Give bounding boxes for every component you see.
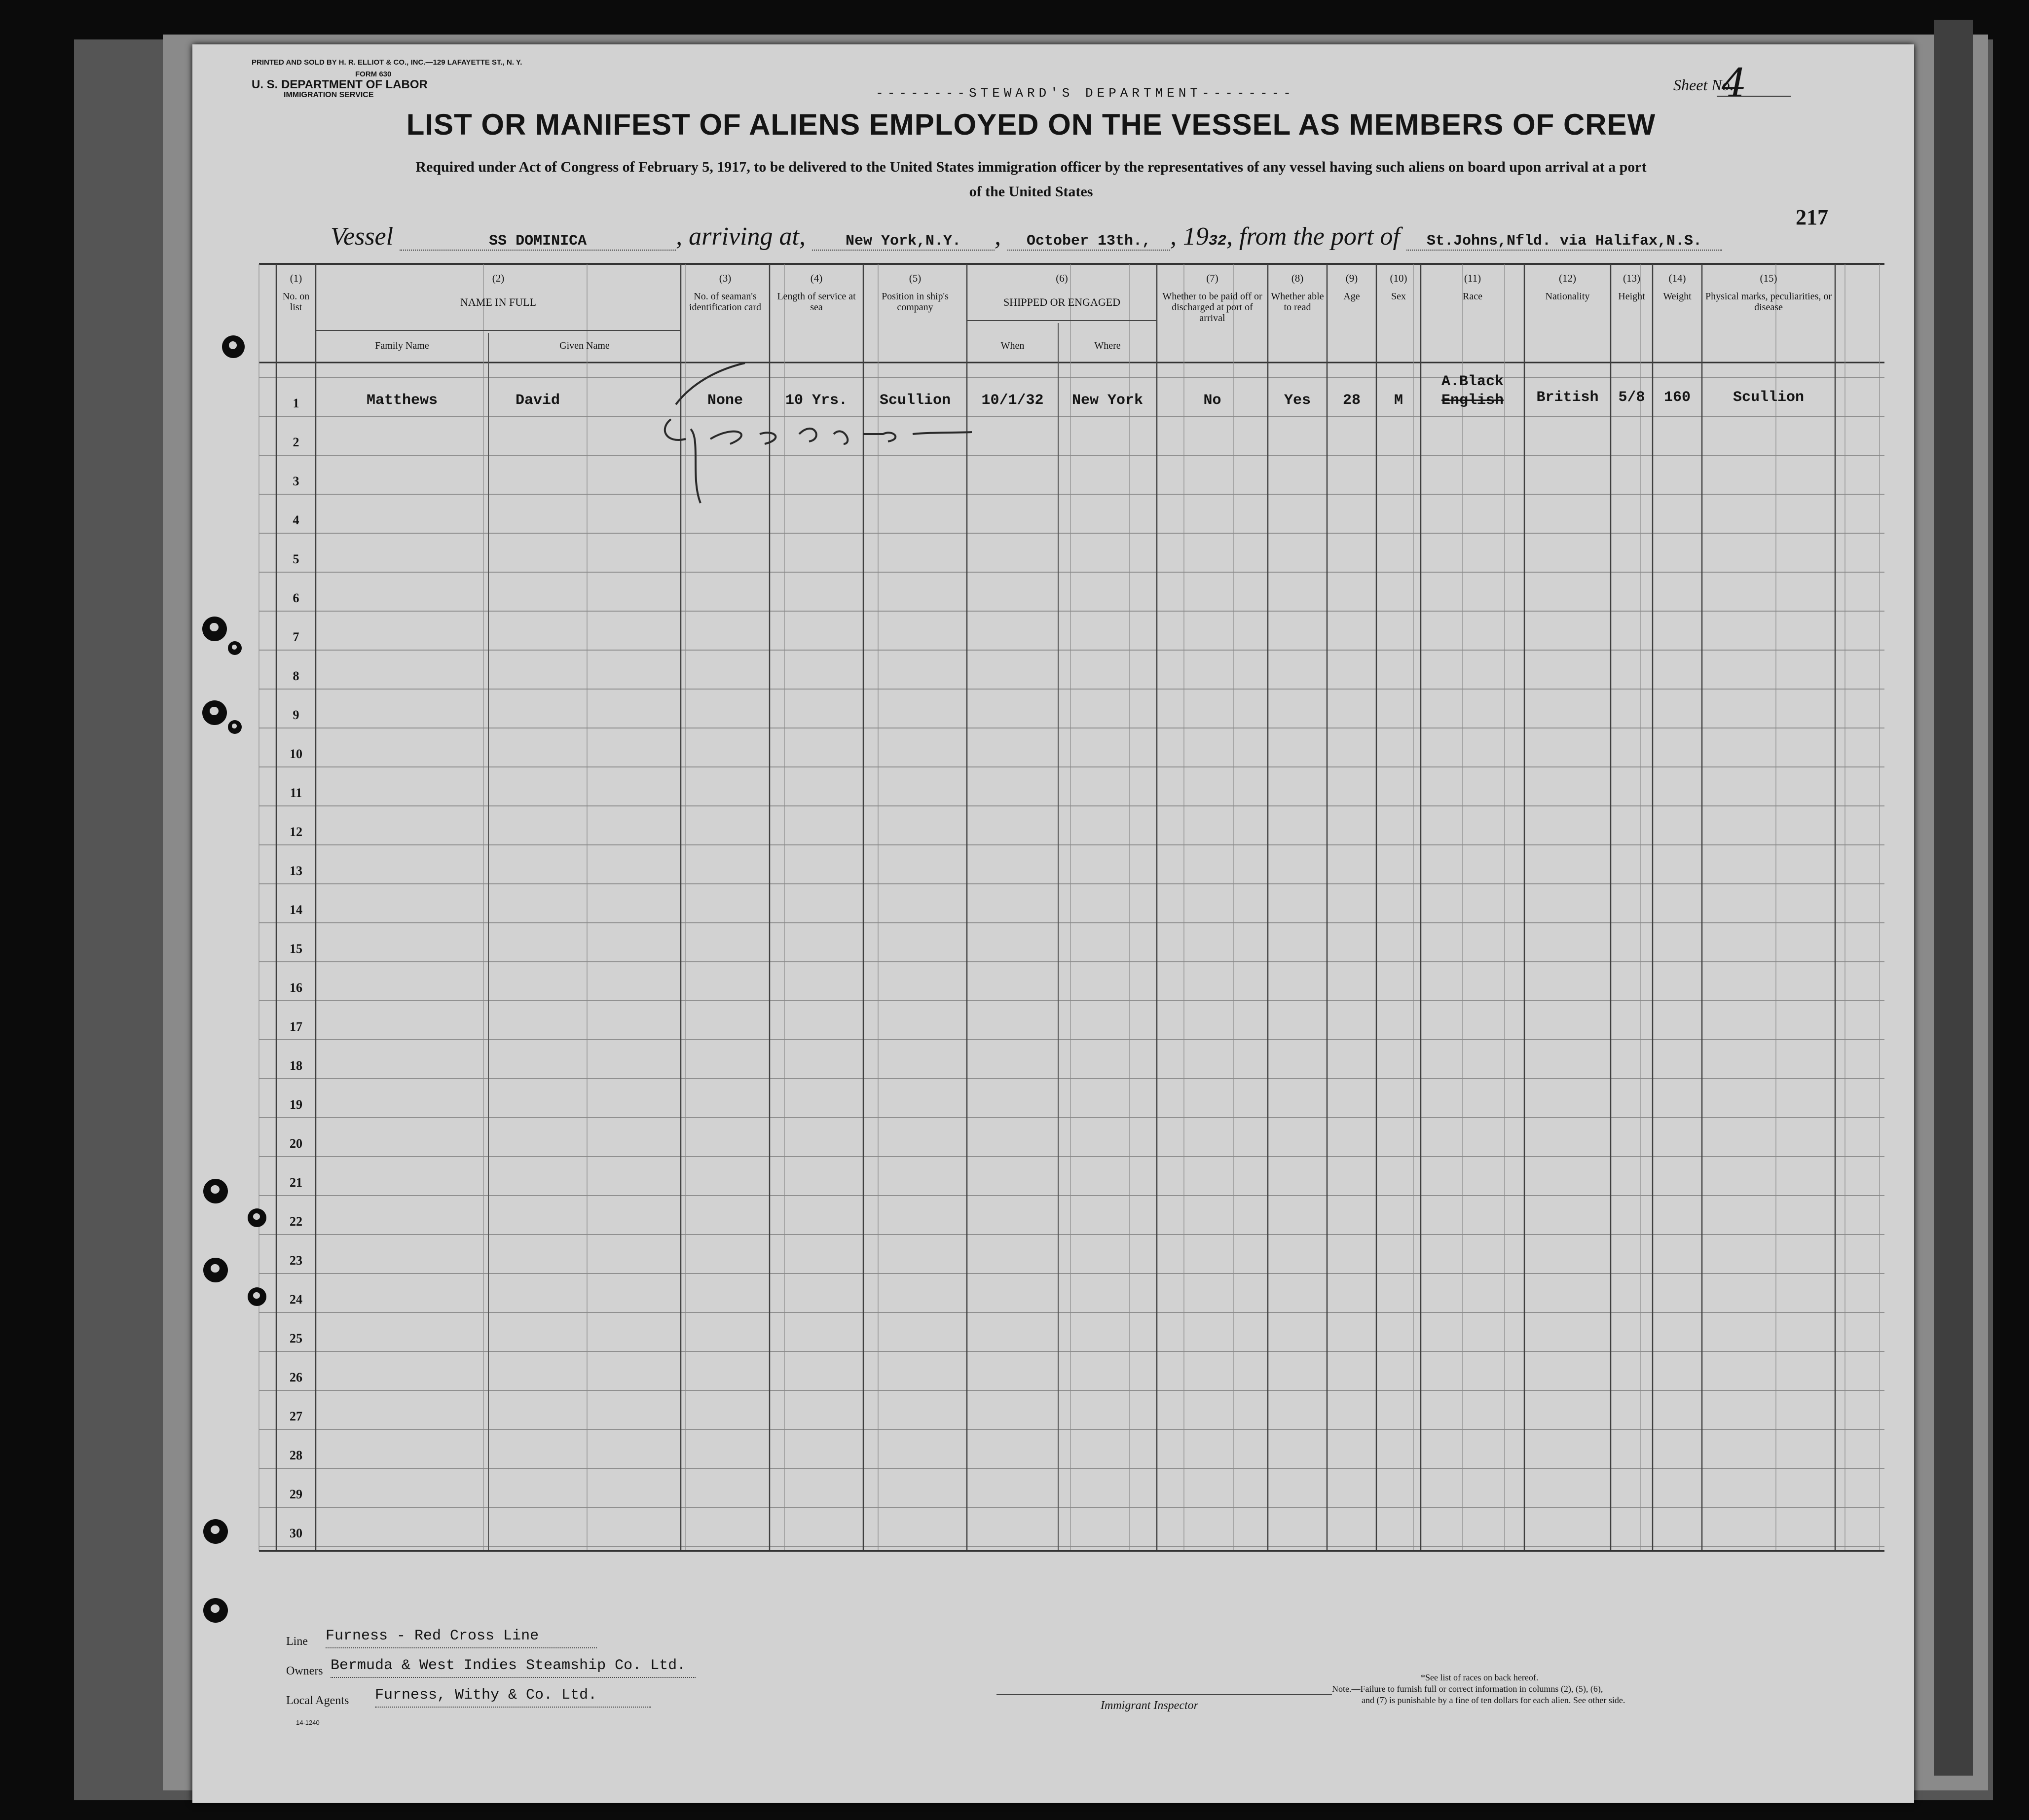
row-number: 21 bbox=[290, 1175, 302, 1190]
cell-able-to-read: Yes bbox=[1284, 392, 1311, 409]
steward-department: --------STEWARD'S DEPARTMENT-------- bbox=[876, 86, 1295, 101]
column-header: SHIPPED OR ENGAGED bbox=[1003, 296, 1121, 308]
signature-text: C.E. Jones Inst. bbox=[804, 508, 808, 509]
column-number: (2) bbox=[492, 272, 505, 284]
note-line-2: and (7) is punishable by a fine of ten dollars for each alien. See other side. bbox=[1362, 1695, 1625, 1705]
arriving-label: , arriving at, bbox=[676, 222, 806, 251]
row-number: 16 bbox=[290, 981, 302, 995]
cell-sex: M bbox=[1394, 392, 1403, 409]
punch-hole bbox=[202, 700, 227, 725]
row-number: 17 bbox=[290, 1019, 302, 1034]
inspector-signature bbox=[656, 360, 972, 552]
column-number: (4) bbox=[810, 272, 823, 284]
line-value: Furness - Red Cross Line bbox=[326, 1628, 539, 1644]
column-header: Race bbox=[1463, 291, 1482, 302]
column-number: (9) bbox=[1345, 272, 1358, 284]
column-header: Physical marks, peculiarities, or disease bbox=[1705, 291, 1832, 313]
row-number: 22 bbox=[290, 1214, 302, 1229]
cell-weight: 160 bbox=[1663, 389, 1691, 406]
owners-underline bbox=[331, 1677, 696, 1678]
column-subheader: Where bbox=[1094, 340, 1121, 351]
cell-shipped-when: 10/1/32 bbox=[981, 392, 1044, 409]
owners-value: Bermuda & West Indies Steamship Co. Ltd. bbox=[331, 1657, 686, 1674]
cell-physical-marks: Scullion bbox=[1733, 389, 1805, 406]
column-number: (14) bbox=[1668, 272, 1686, 284]
row-number: 18 bbox=[290, 1058, 302, 1073]
row-number: 30 bbox=[290, 1526, 302, 1540]
column-number: (5) bbox=[909, 272, 922, 284]
requirement-line-1: Required under Act of Congress of February 5, 1917, to be delivered to the United States immigration officer by the representatives of any vessel having such aliens on board upon arrival at a port bbox=[415, 159, 1647, 175]
column-subheader: Family Name bbox=[375, 340, 429, 351]
row-number: 8 bbox=[293, 669, 299, 683]
back-sheet-edge bbox=[1934, 20, 1973, 1776]
column-number: (7) bbox=[1206, 272, 1218, 284]
column-number: (13) bbox=[1623, 272, 1640, 284]
year-prefix: , 19 bbox=[1170, 222, 1209, 251]
row-number: 29 bbox=[290, 1487, 302, 1501]
cell-height: 5/8 bbox=[1618, 389, 1645, 406]
year-suffix: 32 bbox=[1209, 233, 1227, 250]
row-number: 1 bbox=[293, 396, 299, 410]
row-number: 2 bbox=[293, 435, 299, 449]
cell-family-name: Matthews bbox=[366, 392, 438, 409]
column-header: Nationality bbox=[1545, 291, 1590, 302]
row-number: 4 bbox=[293, 513, 299, 527]
cell-nationality: British bbox=[1536, 389, 1599, 406]
agents-value: Furness, Withy & Co. Ltd. bbox=[375, 1687, 597, 1704]
row-number: 10 bbox=[290, 747, 302, 761]
cell-shipped-where: New York bbox=[1071, 392, 1144, 409]
requirement-line-2: of the United States bbox=[969, 183, 1093, 200]
cell-id-card: None bbox=[707, 392, 743, 409]
punch-hole bbox=[228, 720, 242, 734]
punch-hole bbox=[248, 1208, 266, 1227]
vessel-label: Vessel bbox=[331, 222, 394, 251]
page-number: 217 bbox=[1796, 205, 1828, 229]
sheet-number-value: 4 bbox=[1722, 60, 1747, 106]
footer-notes bbox=[1332, 1672, 1766, 1706]
race-value: A.Black bbox=[1441, 373, 1504, 390]
race-struck-value: English bbox=[1441, 392, 1504, 409]
row-number: 9 bbox=[293, 708, 299, 722]
row-number: 13 bbox=[290, 864, 302, 878]
column-number: (12) bbox=[1559, 272, 1576, 284]
sheet-number-underline bbox=[1717, 96, 1791, 97]
punch-hole bbox=[248, 1287, 266, 1306]
column-number: (15) bbox=[1760, 272, 1777, 284]
column-number: (6) bbox=[1056, 272, 1068, 284]
row-number: 7 bbox=[293, 630, 299, 644]
row-number: 12 bbox=[290, 825, 302, 839]
row-number: 26 bbox=[290, 1370, 302, 1384]
column-number: (1) bbox=[290, 272, 302, 284]
punch-hole bbox=[202, 617, 227, 641]
line-label: Line bbox=[286, 1635, 308, 1648]
row-number: 5 bbox=[293, 552, 299, 566]
column-header: Height bbox=[1618, 291, 1645, 302]
inspector-label: Immigrant Inspector bbox=[1101, 1699, 1198, 1712]
column-header: Age bbox=[1343, 291, 1360, 302]
agents-underline bbox=[375, 1707, 651, 1708]
row-number: 14 bbox=[290, 903, 302, 917]
printer-line: PRINTED AND SOLD BY H. R. ELLIOT & CO., INC.—129 LAFAYETTE ST., N. Y. bbox=[252, 58, 522, 67]
note-races: *See list of races on back hereof. bbox=[1421, 1673, 1539, 1682]
note-line-1: Note.—Failure to furnish full or correct information in columns (2), (5), (6), bbox=[1332, 1684, 1603, 1694]
cell-position: Scullion bbox=[879, 392, 951, 409]
cell-given-name: David bbox=[515, 392, 560, 409]
column-header: Weight bbox=[1663, 291, 1692, 302]
column-header: No. of seaman's identification card bbox=[689, 291, 762, 313]
column-subheader: When bbox=[1000, 340, 1025, 351]
department-name: U. S. DEPARTMENT OF LABOR bbox=[252, 78, 428, 91]
row-number: 3 bbox=[293, 474, 299, 488]
requirement-text bbox=[291, 155, 1771, 204]
column-number: (11) bbox=[1464, 272, 1481, 284]
from-port-value: St.Johns,Nfld. via Halifax,N.S. bbox=[1406, 233, 1722, 251]
column-number: (3) bbox=[719, 272, 732, 284]
page-title: LIST OR MANIFEST OF ALIENS EMPLOYED ON THE VESSEL AS MEMBERS OF CREW bbox=[406, 108, 1656, 141]
row-number: 11 bbox=[290, 786, 302, 800]
row-number: 6 bbox=[293, 591, 299, 605]
form-code: 14-1240 bbox=[296, 1719, 320, 1726]
punch-hole bbox=[228, 641, 242, 655]
manifest-sheet bbox=[192, 44, 1914, 1803]
vessel-value: SS DOMINICA bbox=[400, 233, 676, 251]
from-label: , from the port of bbox=[1226, 222, 1400, 251]
column-header: Whether to be paid off or discharged at port of arrival bbox=[1162, 291, 1262, 324]
owners-label: Owners bbox=[286, 1665, 323, 1677]
column-header: No. on list bbox=[282, 291, 310, 313]
agents-label: Local Agents bbox=[286, 1694, 349, 1707]
row-number: 28 bbox=[290, 1448, 302, 1462]
column-header: Sex bbox=[1391, 291, 1406, 302]
punch-hole bbox=[222, 335, 245, 358]
column-subheader: Given Name bbox=[559, 340, 610, 351]
arriving-value: New York,N.Y. bbox=[812, 233, 995, 251]
row-number: 15 bbox=[290, 942, 302, 956]
cell-race bbox=[1421, 372, 1524, 410]
cell-age: 28 bbox=[1342, 392, 1361, 409]
row-number: 19 bbox=[290, 1097, 302, 1112]
cell-paid-off: No bbox=[1203, 392, 1221, 409]
row-number: 27 bbox=[290, 1409, 302, 1423]
punch-hole bbox=[203, 1519, 228, 1544]
form-number: FORM 630 bbox=[355, 70, 392, 78]
inspector-signature-line bbox=[996, 1694, 1332, 1695]
service-name: IMMIGRATION SERVICE bbox=[284, 91, 374, 99]
row-number: 20 bbox=[290, 1136, 302, 1151]
column-header: NAME IN FULL bbox=[460, 296, 536, 308]
punch-hole bbox=[203, 1258, 228, 1282]
row-number: 24 bbox=[290, 1292, 302, 1307]
column-header: Whether able to read bbox=[1271, 291, 1324, 313]
vessel-line: Vessel SS DOMINICA , arriving at, New York,N.Y. , October 13th., , 1932, from the port of St.Johns,Nfld. via Halifax,N.S. bbox=[331, 222, 1722, 251]
line-underline bbox=[326, 1647, 597, 1648]
date-value: October 13th., bbox=[1007, 233, 1170, 251]
cell-service-length: 10 Yrs. bbox=[785, 392, 848, 409]
punch-hole bbox=[203, 1179, 228, 1203]
column-header: Length of service at sea bbox=[777, 291, 856, 313]
column-number: (8) bbox=[1291, 272, 1304, 284]
sheet-number-label: Sheet No. bbox=[1673, 76, 1734, 94]
punch-hole bbox=[203, 1598, 228, 1623]
row-number: 23 bbox=[290, 1253, 302, 1268]
column-header: Position in ship's company bbox=[882, 291, 949, 313]
column-number: (10) bbox=[1390, 272, 1407, 284]
row-number: 25 bbox=[290, 1331, 302, 1346]
